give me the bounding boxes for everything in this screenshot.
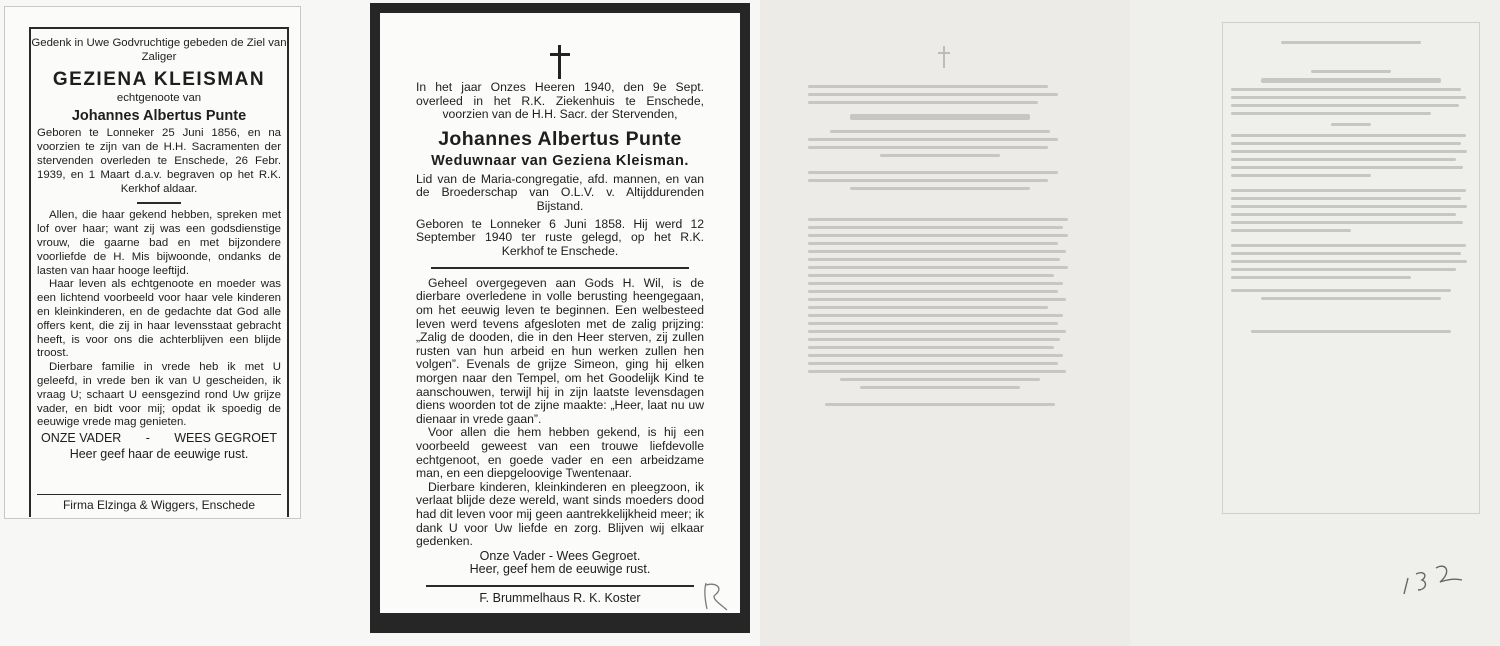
card-husband-birth: Geboren te Lonneker 6 Juni 1858. Hij werd 12 September 1940 ter ruste gelegd, op het R.K. Kerkhof te Enschede. <box>416 216 704 258</box>
card-wife-paragraph: Haar leven als echtgenoote en moeder was een lichtend voorbeeld voor haar vele kinderen en kleinkinderen, en de gedachte dat God alle offers kent, die zij in haar levensstaat gebracht heeft, is voor ons die achterblijven een blijde troost. <box>37 278 281 360</box>
card-husband-intro: In het jaar Onzes Heeren 1940, den 9e Sept. overleed in het R.K. Ziekenhuis te Enschede, voorzien van de H.H. Sacr. der Stervenden, <box>416 80 704 122</box>
handwritten-page-number <box>1396 560 1466 600</box>
card-wife-printer: Firma Elzinga & Wiggers, Enschede <box>62 498 256 513</box>
card-husband-footer-rule <box>426 585 694 587</box>
card-wife-husband: Johannes Albertus Punte <box>71 108 247 125</box>
card-husband-paragraph: Voor allen die hem hebben gekend, is hij een voorbeeld geweest van een trouwe liefdevolle echtgenoot, en goede vader en een arbeidzame man, en een diepgeloovige Twentenaar. <box>416 425 704 481</box>
card-wife-intro: Gedenk in Uwe Godvruchtige gebeden de Ziel van Zaliger <box>31 37 287 63</box>
pencil-mark-icon <box>700 580 730 612</box>
ghost-back-wife <box>1222 22 1480 514</box>
cross-icon <box>548 45 572 79</box>
card-wife-footer-rule <box>37 494 281 496</box>
prayer-dash: - <box>145 431 150 446</box>
card-husband-body <box>416 81 704 577</box>
card-husband-membership: Lid van de Maria-congregatie, afd. mannen, en van de Broederschap van O.L.V. v. Altijddurenden Bijstand. <box>416 171 704 213</box>
card-husband-paragraph: Dierbare kinderen, kleinkinderen en pleegzoon, ik verlaat blijde deze wereld, want sinds moeders dood had dit leven voor mij geen aantrekkelijkheid meer; ik dank U voor Uw liefde en zorg. Blijven wij elkaar gedenken. <box>416 479 704 549</box>
card-wife-divider <box>137 202 181 204</box>
card-husband-name: Johannes Albertus Punte <box>438 127 682 150</box>
card-husband-closing: Heer, geef hem de eeuwige rust. <box>469 562 651 577</box>
prayer-hail-mary: WEES GEGROET <box>174 431 277 446</box>
card-wife-relation: echtgenoote van <box>116 91 202 104</box>
card-wife-prayer <box>31 432 287 446</box>
card-wife-name: GEZIENA KLEISMAN <box>52 68 266 90</box>
card-husband-paper <box>380 13 740 613</box>
memorial-card-wife <box>4 6 301 519</box>
card-husband-widow-of: Weduwnaar van Geziena Kleisman. <box>431 152 689 169</box>
card-wife-bio: Geboren te Lonneker 25 Juni 1856, en na voorzien te zijn van de H.H. Sacramenten der stervenden overleden te Enschede, 26 Febr. 1939, en 1 Maart d.a.v. begraven op het R.K. Kerkhof aldaar. <box>37 127 281 195</box>
prayer-our-father: ONZE VADER <box>41 431 122 446</box>
ghost-back-husband <box>800 80 1080 411</box>
memorial-card-husband <box>370 3 750 633</box>
card-wife-closing: Heer geef haar de eeuwige rust. <box>69 446 249 461</box>
card-husband-printer: F. Brummelhaus R. K. Koster <box>479 591 641 605</box>
card-wife-paragraph: Allen, die haar gekend hebben, spreken met lof over haar; want zij was een godsdienstige vrouw, die gaarne bad en met bijzondere voorliefde de H. Mis bijwoonde, ondanks de lasten van haar hooge leeftijd. <box>37 209 281 277</box>
card-husband-paragraph: Geheel overgegeven aan Gods H. Wil, is de dierbare overledene in volle berusting heengegaan, om het eeuwig leven te beginnen. Een welbesteed leven werd tevens afgesloten met de zalig prijzing: „Zalig de dooden, die in den Heer sterven, zij zullen rusten van hun arbeid en hun werken zullen hen volgen”. Evenals de grijze Simeon, ging hij elken morgen naar den Tempel, om het Goodelijk Kind te aanschouwen, terwijl hij in zijn laatste levensdagen diens woorden tot de zijne maakte: „Heer, laat nu uw dienaar in vrede gaan”. <box>416 275 704 426</box>
card-wife-frame <box>29 27 289 517</box>
card-wife-paragraph: Dierbare familie in vrede heb ik met U geleefd, in vrede ben ik van U gescheiden, ik vraag U; schaart U eensgezind rond Uw grijze vader, en bidt voor mij; opdat ik spoedig de eeuwige vrede mag genieten. <box>37 361 281 429</box>
card-husband-divider <box>431 267 689 269</box>
ghost-cross-icon <box>938 46 950 68</box>
card-husband-prayer: Onze Vader - Wees Gegroet. <box>479 548 641 563</box>
